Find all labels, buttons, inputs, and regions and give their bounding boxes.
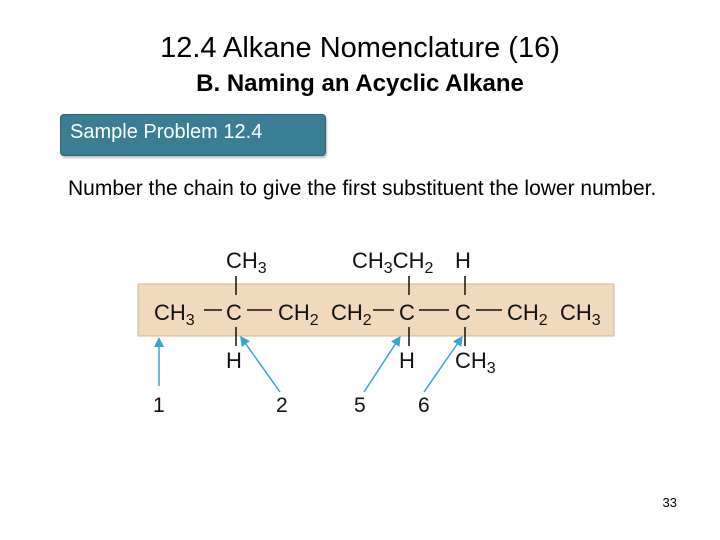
slide-subtitle: B. Naming an Acyclic Alkane xyxy=(196,70,524,97)
substituent-h-c2: H xyxy=(226,348,242,373)
chain-number-6: 6 xyxy=(418,394,430,417)
atom-c6: C xyxy=(455,300,471,325)
chain-number-2: 2 xyxy=(276,394,288,417)
chain-number-5: 5 xyxy=(354,394,366,417)
substituent-ethyl: $CH_3CH_2$ xyxy=(352,248,434,277)
atom-c5: C xyxy=(399,300,415,325)
atom-ch2-b: $CH_2$ xyxy=(331,300,372,329)
arrow-2 xyxy=(243,340,280,392)
atom-ch3-left: $CH_3$ xyxy=(154,300,195,329)
substituent-h-c5: H xyxy=(399,348,415,373)
substituent-h-top: H xyxy=(455,248,471,273)
arrow-5 xyxy=(364,340,398,392)
atom-ch2-a: $CH_2$ xyxy=(278,300,319,329)
atom-c2: C xyxy=(226,300,242,325)
substituent-ch3-top: $CH_3$ xyxy=(226,248,267,277)
sample-problem-label: Sample Problem 12.4 xyxy=(70,121,263,143)
instruction-text: Number the chain to give the first substituent the lower number. xyxy=(68,177,657,200)
slide-title: 12.4 Alkane Nomenclature (16) xyxy=(160,32,560,64)
chain-number-1: 1 xyxy=(153,394,165,417)
page-number: 33 xyxy=(662,495,677,510)
atom-ch2-c: $CH_2$ xyxy=(507,300,548,329)
substituent-ch3-bottom: $CH_3$ xyxy=(455,348,496,377)
atom-ch3-right: $CH_3$ xyxy=(560,300,601,329)
